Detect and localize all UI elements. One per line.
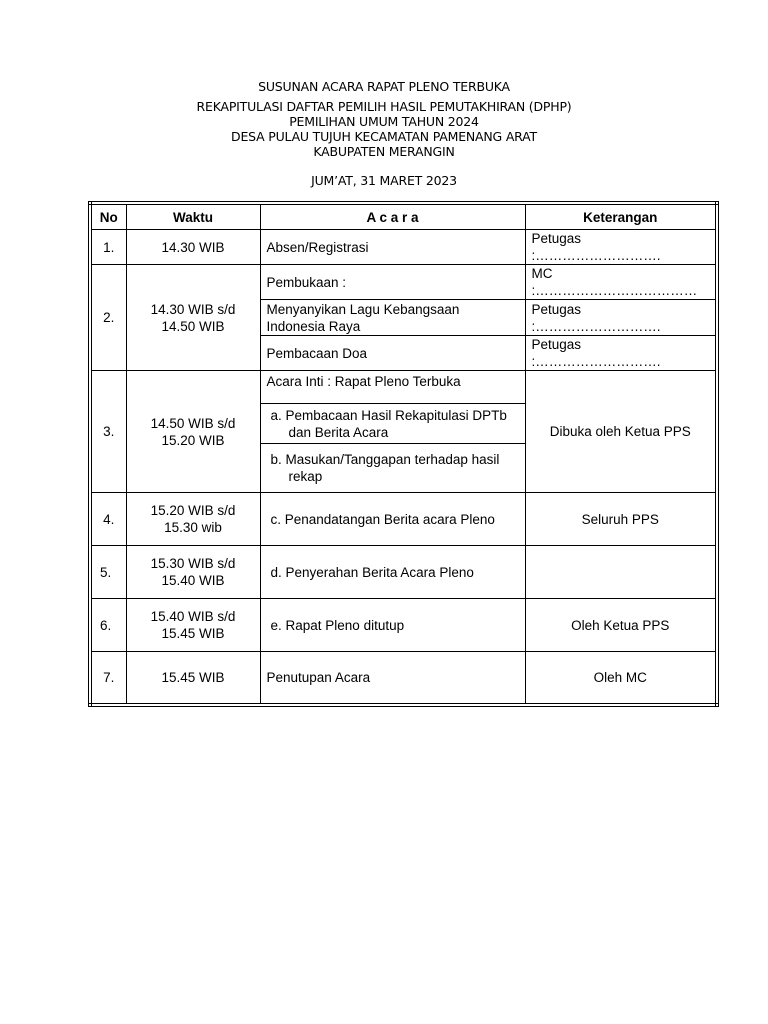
agenda-table	[88, 201, 719, 707]
cell-acara-2-3: Pembacaan Doa	[260, 336, 525, 371]
cell-waktu-2	[126, 265, 260, 371]
cell-ket-4: Seluruh PPS	[525, 493, 717, 546]
table-row	[90, 493, 717, 546]
table-row	[90, 599, 717, 652]
cell-ket-2-3: Petugas :……………………….	[525, 336, 717, 371]
table-row	[90, 652, 717, 705]
cell-waktu-1: 14.30 WIB	[126, 230, 260, 265]
subtitle-line-2: PEMILIHAN UMUM TAHUN 2024	[289, 114, 479, 129]
cell-no-4: 4.	[90, 493, 126, 546]
col-header-keterangan: Keterangan	[525, 203, 717, 230]
waktu-2-end: 14.50 WIB	[161, 318, 225, 334]
cell-acara-3-3	[260, 444, 525, 493]
subtitle-line-4: KABUPATEN MERANGIN	[313, 144, 455, 159]
acara-3-2-text: a. Pembacaan Hasil Rekapitulasi DPTb dan Berita Acara	[270, 407, 507, 440]
acara-2-2-line-2: Indonesia Raya	[266, 318, 361, 334]
cell-ket-2-1: MC :………………………………	[525, 265, 717, 300]
cell-ket-7: Oleh MC	[525, 652, 717, 705]
waktu-6-start: 15.40 WIB s/d	[150, 609, 236, 624]
waktu-4-start: 15.20 WIB s/d	[150, 503, 236, 518]
table-row	[90, 265, 717, 300]
cell-ket-2-2: Petugas :……………………….	[525, 300, 717, 336]
subtitle-line-1: REKAPITULASI DAFTAR PEMILIH HASIL PEMUTAKHIRAN (DPHP)	[196, 99, 572, 114]
document-date	[0, 173, 768, 188]
cell-acara-5: d. Penyerahan Berita Acara Pleno	[260, 546, 525, 599]
cell-acara-2-1: Pembukaan :	[260, 265, 525, 300]
waktu-4-end: 15.30 wib	[164, 520, 222, 535]
title-line-1: SUSUNAN ACARA RAPAT PLENO TERBUKA	[258, 79, 510, 94]
acara-3-3-text: b. Masukan/Tanggapan terhadap hasil rekap	[270, 452, 500, 484]
document-subtitle	[0, 99, 768, 159]
table-row	[90, 230, 717, 265]
acara-2-2-line-1: Menyanyikan Lagu Kebangsaan	[266, 301, 460, 317]
cell-ket-5	[525, 546, 717, 599]
subtitle-line-3: DESA PULAU TUJUH KECAMATAN PAMENANG ARAT	[231, 129, 537, 144]
cell-ket-1: Petugas :……………………….	[525, 230, 717, 265]
waktu-6-end: 15.45 WIB	[161, 626, 225, 641]
cell-waktu-4	[126, 493, 260, 546]
cell-acara-2-2	[260, 300, 525, 336]
cell-no-1: 1.	[90, 230, 126, 265]
col-header-no: No	[90, 203, 126, 230]
cell-waktu-7: 15.45 WIB	[126, 652, 260, 705]
table-row	[90, 371, 717, 404]
cell-no-3: 3.	[90, 371, 126, 493]
waktu-3-end: 15.20 WIB	[161, 432, 225, 448]
date-line: JUM’AT, 31 MARET 2023	[311, 173, 457, 188]
cell-no-2: 2.	[90, 265, 126, 371]
col-header-waktu: Waktu	[126, 203, 260, 230]
table-row	[90, 546, 717, 599]
cell-waktu-6	[126, 599, 260, 652]
waktu-2-start: 14.30 WIB s/d	[150, 301, 236, 317]
cell-acara-7: Penutupan Acara	[260, 652, 525, 705]
table-header-row	[90, 203, 717, 230]
cell-no-7: 7.	[90, 652, 126, 705]
cell-ket-6: Oleh Ketua PPS	[525, 599, 717, 652]
cell-acara-6: e. Rapat Pleno ditutup	[260, 599, 525, 652]
cell-waktu-3	[126, 371, 260, 493]
cell-acara-3-1: Acara Inti : Rapat Pleno Terbuka	[260, 371, 525, 404]
cell-no-6: 6.	[90, 599, 126, 652]
waktu-3-start: 14.50 WIB s/d	[150, 415, 236, 431]
cell-acara-1: Absen/Registrasi	[260, 230, 525, 265]
cell-acara-4: c. Penandatangan Berita acara Pleno	[260, 493, 525, 546]
waktu-5-end: 15.40 WIB	[161, 573, 225, 588]
document-title	[0, 79, 768, 94]
waktu-5-start: 15.30 WIB s/d	[150, 556, 236, 571]
cell-no-5: 5.	[90, 546, 126, 599]
cell-acara-3-2	[260, 404, 525, 444]
col-header-acara: A c a r a	[260, 203, 525, 230]
cell-ket-3: Dibuka oleh Ketua PPS	[525, 371, 717, 493]
cell-waktu-5	[126, 546, 260, 599]
